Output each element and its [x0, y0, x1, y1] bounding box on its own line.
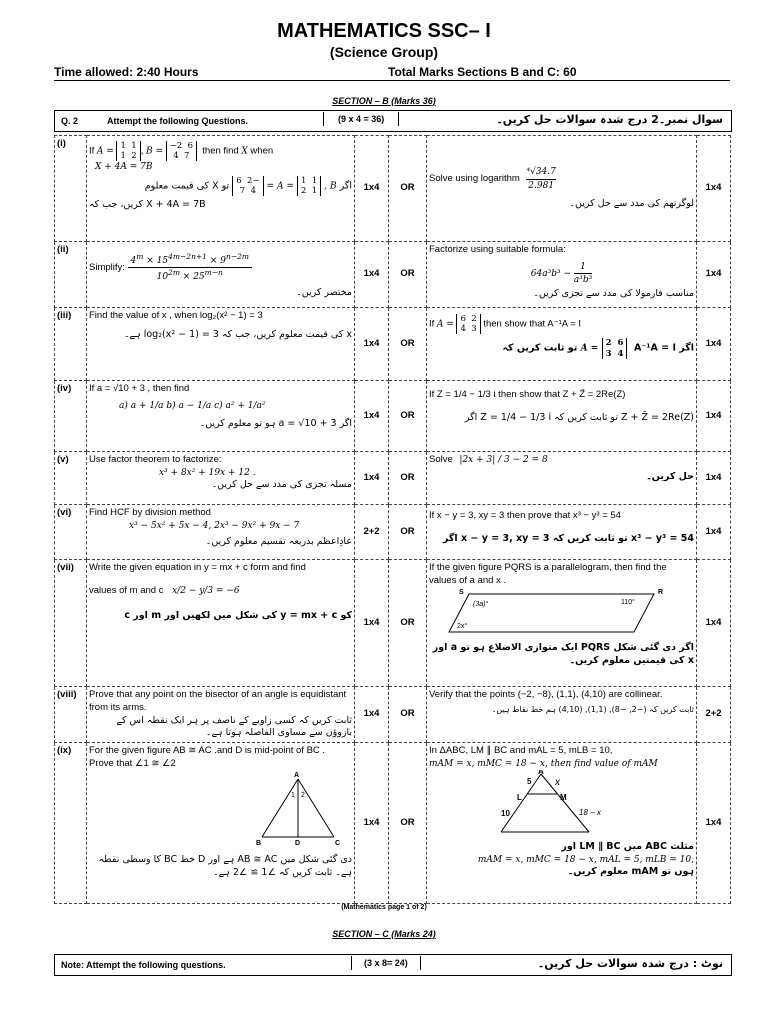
label-1: 1	[291, 791, 295, 799]
matrix-a: 1 1 1 2	[116, 141, 140, 161]
exam-title: MATHEMATICS SSC– I	[277, 20, 491, 42]
or-label: OR	[389, 308, 427, 381]
text: Use factor theorem to factorize:	[89, 454, 222, 465]
urdu-text: عادِاعظم بذریعہ تقسیم معلوم کریں۔	[205, 535, 352, 547]
or-label: OR	[389, 505, 427, 560]
section-b-instruction-bar	[54, 110, 732, 132]
marks: 1x4	[355, 743, 389, 904]
marks: 1x4	[355, 381, 389, 452]
question-row	[55, 452, 731, 505]
question-right	[427, 687, 697, 743]
text-x: X	[241, 146, 248, 157]
question-left	[87, 560, 355, 687]
question-number: (iv)	[55, 381, 87, 452]
question-row	[55, 242, 731, 308]
text-solve: Solve	[429, 454, 453, 465]
equation: |2x + 3| / 3 − 2 = 8	[459, 455, 548, 465]
or-label: OR	[389, 560, 427, 687]
text: If the given figure PQRS is a parallelogram, then find the values of a and x .	[429, 562, 667, 586]
triangle-lm-figure	[429, 770, 695, 836]
urdu-text: مسلہ تجزی کی مدد سے حل کریں۔	[211, 478, 352, 490]
urdu-equation: X + 4A = 7B کریں، جب کہ	[89, 198, 206, 210]
text: If a = √10 + 3 , then find	[89, 383, 190, 394]
marks: 1x4	[697, 743, 731, 904]
side-ac	[541, 774, 589, 832]
marks: 1x4	[697, 505, 731, 560]
question-label: Q. 2	[61, 116, 79, 126]
question-number: (iii)	[55, 308, 87, 381]
label-5: 5	[527, 777, 532, 787]
text-if: If	[89, 145, 95, 157]
urdu-agar: اگر	[339, 180, 352, 192]
text: Prove that any point on the bisector of an angle is equidistant from its arms.	[89, 689, 347, 713]
instruction-text: Note: Attempt the following questions.	[61, 960, 226, 970]
or-label: OR	[389, 136, 427, 242]
question-right: Solve using logarithm ⁴√34.7 2.981 لوگرتھم کی مدد سے حل کریں۔	[427, 136, 697, 242]
marks: 1x4	[355, 452, 389, 505]
side-ac	[298, 779, 334, 837]
label-b: B	[256, 839, 262, 845]
text: In ΔABC, LM ∥ BC and mAL = 5, mLB = 10,	[429, 745, 613, 757]
label-a: A	[538, 770, 544, 777]
urdu-text: Z + Z̄ = 2Re(Z) تو ثابت کریں کہ Z = 1/4 − 1/3 i اگر	[464, 411, 694, 423]
label-d: D	[295, 839, 301, 845]
urdu-text: x³ − y³ = 54 تو ثابت کریں کہ x − y = 3, xy = 3 اگر	[443, 532, 694, 544]
urdu-instruction: سوال نمبر۔2 درج شدہ سوالات حل کریں۔	[496, 113, 723, 126]
total-marks: Total Marks Sections B and C: 60	[388, 65, 577, 79]
or-label: OR	[389, 743, 427, 904]
question-row	[55, 381, 731, 452]
question-left: If A = 1 1 1 2 , B = −2 6 4 7 then find X when X + 4A = 7B اگر A = 1 1 1 2 , B = −2 6 4 7 تو X کی قیمت معلوم X + 4A = 7B کریں، جب کہ	[87, 136, 355, 242]
question-right	[427, 505, 697, 560]
urdu-text: کو y = mx + c کی شکل میں لکھیں اور m اور c	[124, 609, 352, 621]
urdu-text: حل کریں۔	[646, 470, 694, 482]
or-label: OR	[389, 381, 427, 452]
matrix-a: 6 2 4 3	[456, 314, 480, 334]
text: Factorize using suitable formula:	[429, 244, 566, 255]
question-number: (ix)	[55, 743, 87, 904]
equation: X + 4A = 7B	[95, 162, 153, 173]
question-number: (vii)	[55, 560, 87, 687]
question-row	[55, 136, 731, 242]
question-number: (v)	[55, 452, 87, 505]
question-row	[55, 560, 731, 687]
urdu-text: تو X کی قیمت معلوم	[144, 180, 230, 192]
question-row	[55, 743, 731, 904]
label-2: 2	[301, 791, 305, 799]
marks: 1x4	[697, 242, 731, 308]
text: Find HCF by division method	[89, 507, 211, 518]
question-left: Simplify: $4^m \times 15^{4m-2n+1} \times 9^{n-2m}$ $10^{2m} \times 25^{m-n}$ مختصر کریں۔	[87, 242, 355, 308]
marks: 1x4	[355, 136, 389, 242]
text-when: when	[250, 145, 274, 157]
label-x: x	[555, 777, 560, 789]
or-label: OR	[389, 687, 427, 743]
question-right	[427, 560, 697, 687]
section-c-instruction-bar	[54, 954, 732, 976]
urdu-equation: mAM = x, mMC = 18 − x, mAL = 5, mLB = 10,	[477, 854, 694, 865]
side-ab	[501, 774, 541, 832]
text-2: mAM = x, mMC = 18 − x, then find value of mAM	[429, 759, 658, 770]
text-simplify: Simplify:	[89, 262, 125, 274]
question-right	[427, 381, 697, 452]
marks: 1x4	[355, 687, 389, 743]
urdu-text-2: ہوں تو mAM معلوم کریں۔	[567, 865, 694, 877]
polynomial: x³ + 8x² + 19x + 12 .	[159, 467, 256, 478]
urdu-text: ثابت کریں کہ (−2, −8), (1,1), (4,10) ہم خط نقاط ہیں۔	[491, 704, 694, 714]
question-row	[55, 505, 731, 560]
or-label: OR	[389, 452, 427, 505]
marks: 1x4	[355, 560, 389, 687]
matrix-b: −2 6 4 7	[166, 141, 197, 161]
urdu-text: مناسب فارمولا کی مدد سے تجزی کریں۔	[533, 288, 694, 300]
label-18-x: 18 − x	[579, 808, 602, 818]
question-left	[87, 452, 355, 505]
text-if: If	[429, 318, 435, 330]
question-left	[87, 687, 355, 743]
exam-subtitle: (Science Group)	[329, 44, 439, 60]
text: Verify that the points (−2, −8), (1,1), (4,10) are collinear.	[429, 689, 663, 700]
urdu-text: مثلث ABC میں LM ∥ BC اور	[561, 841, 694, 853]
question-right: Factorize using suitable formula: 64a³b³ − 1 a³b³ مناسب فارمولا کی مدد سے تجزی کریں۔	[427, 242, 697, 308]
parallelogram-figure	[429, 588, 695, 638]
urdu-agar: اگر	[679, 343, 694, 355]
polynomials: x³ − 5x² + 5x − 4, 2x³ − 9x² + 9x − 7	[129, 520, 300, 531]
question-row	[55, 687, 731, 743]
angle-2x: 2x°	[457, 622, 468, 630]
marks: 1x4	[697, 308, 731, 381]
text: If Z = 1/4 − 1/3 i then show that Z + Z̄ = 2Re(Z)	[429, 389, 626, 400]
question-row	[55, 308, 731, 381]
marks: 1x4	[697, 381, 731, 452]
label-l: L	[517, 793, 522, 803]
isosceles-triangle-figure	[89, 771, 351, 845]
urdu-text: لوگرتھم کی مدد سے حل کریں۔	[569, 197, 694, 209]
text: If x − y = 3, xy = 3 then prove that x³ − y³ = 54	[429, 510, 621, 521]
text: then show that A⁻¹A = I	[483, 318, 582, 330]
text-then-find: then find	[202, 145, 239, 157]
question-number: (i)	[55, 136, 87, 242]
urdu-text: اگر a = √10 + 3 ہو تو معلوم کریں۔	[199, 417, 352, 429]
text-values: values of m and c	[89, 584, 164, 596]
sub-parts: a) a + 1/a b) a − 1/a c) a² + 1/a²	[119, 400, 266, 411]
header-divider	[54, 80, 730, 81]
angle-3a: (3a)°	[473, 600, 489, 608]
question-left	[87, 505, 355, 560]
text: Write the given equation in y = mx + c form and find	[89, 562, 306, 573]
page-footer: (Mathematics page 1 of 2)	[341, 904, 427, 911]
label-s: S	[459, 588, 464, 596]
equation: x/2 − y/3 = −6	[172, 585, 240, 596]
question-right	[427, 452, 697, 505]
time-allowed: Time allowed: 2:40 Hours	[54, 65, 199, 79]
marks: 1x4	[355, 242, 389, 308]
matrix-b-urdu: −2 6 4 7	[232, 176, 263, 196]
text: Solve using logarithm	[429, 173, 520, 185]
marks: 2+2	[697, 687, 731, 743]
question-number: (vi)	[55, 505, 87, 560]
marks: 1x4	[697, 560, 731, 687]
marks-text: (3 x 8= 24)	[351, 956, 421, 970]
or-label: OR	[389, 242, 427, 308]
marks: 2+2	[355, 505, 389, 560]
urdu-text: مختصر کریں۔	[296, 287, 352, 299]
label-c: C	[335, 839, 341, 845]
question-right: If A = 6 2 4 3 then show that A⁻¹A = I اگر A = 6 2 4 3 A⁻¹A = I تو ثابت کریں کہ	[427, 308, 697, 381]
label-r: R	[658, 588, 664, 596]
question-right	[427, 743, 697, 904]
text: For the given figure AB ≅ AC .and D is mid-point of BC . Prove that ∠1 ≅ ∠2	[89, 745, 326, 770]
question-number: (viii)	[55, 687, 87, 743]
matrix-a-urdu: 1 1 1 2	[297, 176, 321, 196]
marks: 1x4	[697, 452, 731, 505]
label-a: A	[294, 771, 300, 779]
marks: 1x4	[355, 308, 389, 381]
text: Find the value of x , when log₂(x² − 1) = 3	[89, 310, 263, 321]
urdu-text: دی گئی شکل میں AB ≅ AC ہے اور D خط BC کا وسطی نقطہ ہے۔ ثابت کریں کہ ∠1 ≅ ∠2 ہے۔	[98, 853, 352, 878]
marks: 1x4	[697, 136, 731, 242]
questions-table	[54, 135, 731, 904]
label-m: M	[560, 793, 567, 803]
question-left	[87, 743, 355, 904]
section-b-title: SECTION – B (Marks 36)	[332, 96, 436, 106]
question-left	[87, 381, 355, 452]
urdu-instruction: نوٹ : درج شدہ سوالات حل کریں۔	[537, 957, 723, 970]
angle-110: 110°	[621, 598, 635, 606]
marks-text: (9 x 4 = 36)	[323, 112, 399, 126]
instruction-text: Attempt the following Questions.	[107, 116, 248, 126]
urdu-text: A⁻¹A = I تو ثابت کریں کہ	[502, 343, 676, 355]
label-10: 10	[501, 809, 510, 819]
urdu-text: ثابت کریں کہ کسی زاویے کے ناصف پر ہر ایک نقطہ اس کے بازوؤں سے مساوی الفاصلہ ہوتا ہے۔	[116, 714, 352, 739]
section-c-title: SECTION – C (Marks 24)	[332, 929, 436, 939]
matrix-a-urdu: 6 2 4 3	[602, 338, 628, 358]
question-left	[87, 308, 355, 381]
urdu-text: x کی قیمت معلوم کریں، جب کہ log₂(x² − 1) = 3 ہے۔	[123, 328, 352, 340]
question-number: (ii)	[55, 242, 87, 308]
urdu-text: اگر دی گئی شکل PQRS ایک متوازی الاضلاع ہو تو a اور x کی قیمتیں معلوم کریں۔	[432, 642, 694, 667]
side-ab	[262, 779, 298, 837]
